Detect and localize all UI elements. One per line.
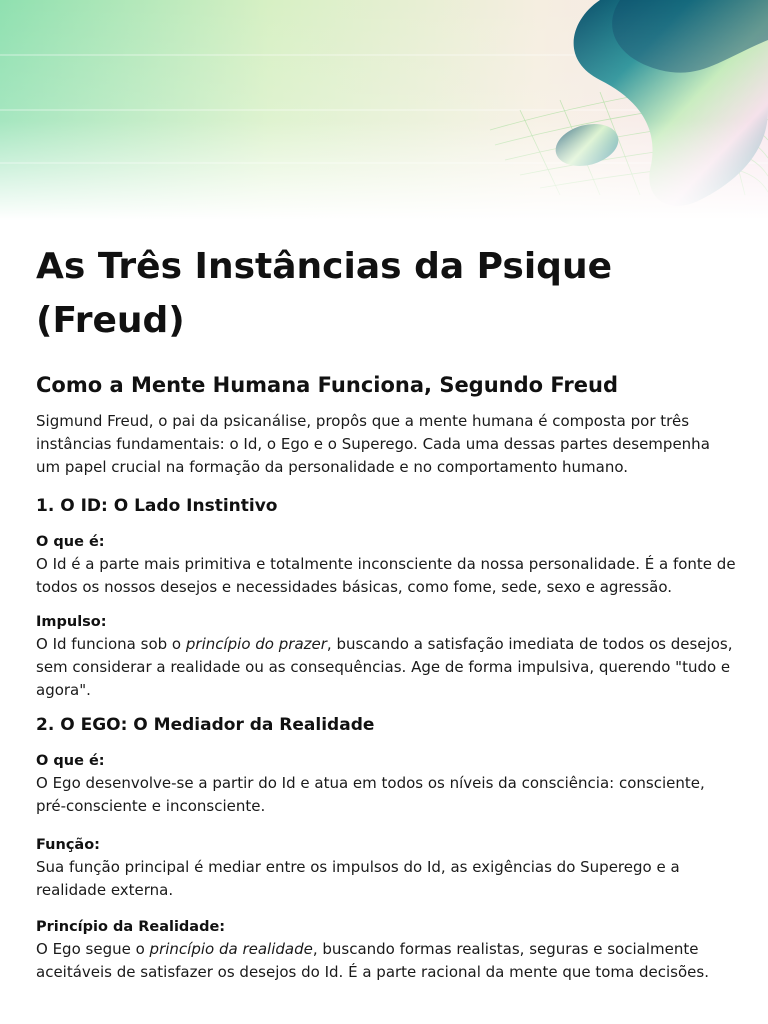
id-impulse-label: Impulso: <box>36 614 107 630</box>
document-body <box>36 240 736 984</box>
page-subtitle: Como a Mente Humana Funciona, Segundo Freud <box>36 373 618 397</box>
id-impulse-text-post: , buscando a satisfação imediata de todos os desejos, sem considerar a realidade ou as consequências. Age de forma impulsiva, querendo "tudo e agora". <box>36 635 733 699</box>
id-impulse-text <box>36 633 736 702</box>
ego-principle-label: Princípio da Realidade: <box>36 919 226 935</box>
ego-function-text: Sua função principal é mediar entre os impulsos do Id, as exigências do Superego e a realidade externa. <box>36 858 680 899</box>
ego-principle-text-post: , buscando formas realistas, seguras e socialmente aceitáveis de satisfazer os desejos do Id. É a parte racional da mente que toma decisões. <box>36 940 709 981</box>
id-what-block <box>36 531 736 599</box>
ego-principle-text <box>36 938 736 984</box>
title-line-2: (Freud) <box>36 300 185 341</box>
ego-function-label: Função: <box>36 837 100 853</box>
section-id <box>36 493 736 702</box>
id-what-text: O Id é a parte mais primitiva e totalmente inconsciente da nossa personalidade. É a fonte de todos os nossos desejos e necessidades básicas, como fome, sede, sexo e agressão. <box>36 555 736 596</box>
title-line-1: As Três Instâncias da Psique <box>36 246 612 287</box>
section-ego-heading: 2. O EGO: O Mediador da Realidade <box>36 715 375 735</box>
intro-paragraph: Sigmund Freud, o pai da psicanálise, propôs que a mente humana é composta por três instâncias fundamentais: o Id, o Ego e o Superego. Cada uma dessas partes desempenha um papel crucial na formação da personalidade e no comportamento humano. <box>36 412 710 476</box>
id-impulse-text-pre: O Id funciona sob o <box>36 635 186 653</box>
section-id-heading: 1. O ID: O Lado Instintivo <box>36 496 278 516</box>
reality-principle-term: princípio da realidade <box>149 940 313 958</box>
id-what-label: O que é: <box>36 534 105 550</box>
pleasure-principle-term: princípio do prazer <box>185 635 327 653</box>
section-ego <box>36 712 736 984</box>
ego-what-text: O Ego desenvolve-se a partir do Id e atua em todos os níveis da consciência: consciente, pré-consciente e inconsciente. <box>36 774 705 815</box>
ego-what-block <box>36 750 736 818</box>
ego-principle-text-pre: O Ego segue o <box>36 940 150 958</box>
ego-function-block <box>36 834 736 902</box>
id-impulse-block <box>36 611 736 702</box>
ego-principle-block <box>36 916 736 984</box>
abstract-wave-graphic <box>0 0 768 220</box>
page-title <box>36 240 736 348</box>
ego-what-label: O que é: <box>36 753 105 769</box>
decorative-banner <box>0 0 768 220</box>
